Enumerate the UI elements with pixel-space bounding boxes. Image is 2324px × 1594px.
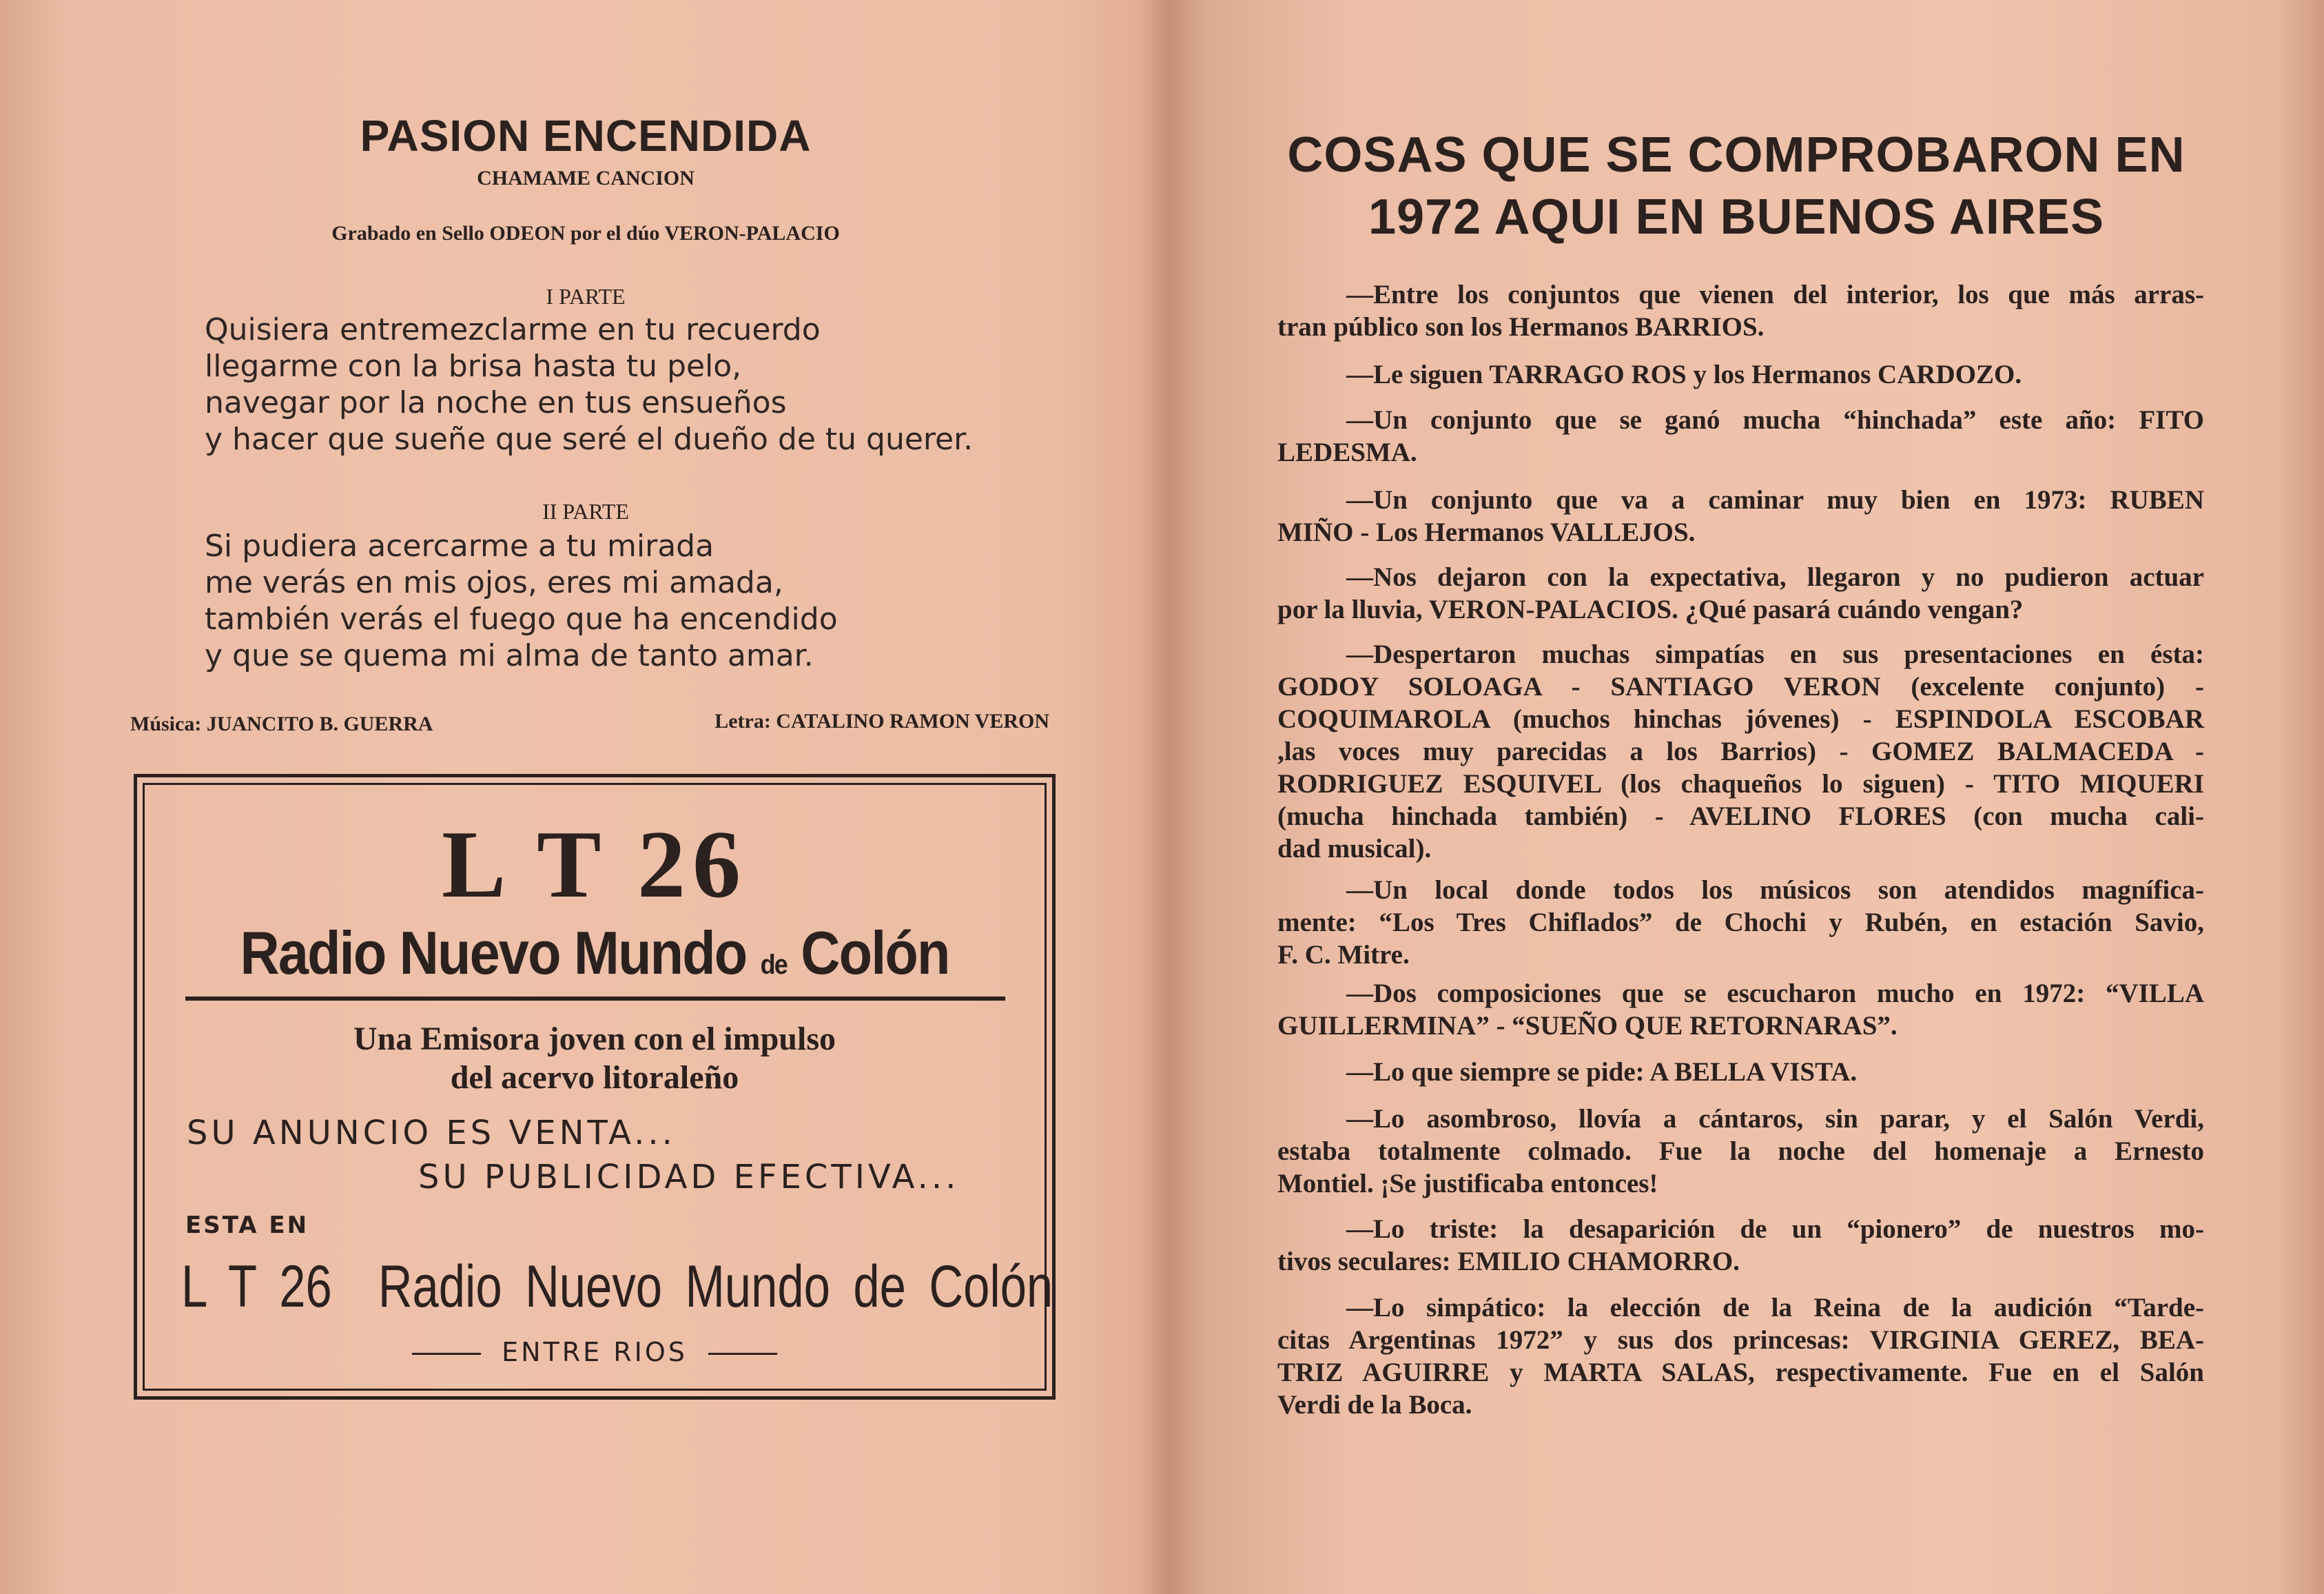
lyric-line: me verás en mis ojos, eres mi amada, [205, 565, 783, 600]
article-paragraph [1277, 874, 2204, 971]
station-name-de: de [760, 950, 788, 980]
paragraph-line: RODRIGUEZ ESQUIVEL (los chaqueños lo siguen) - TITO MIQUERI [1277, 769, 2204, 799]
ad-pitch-1: SU ANUNCIO ES VENTA... [187, 1114, 676, 1152]
part-one-label: I PARTE [546, 284, 626, 309]
ad-footer-station: L T 26 Radio Nuevo Mundo de Colón [181, 1254, 1053, 1320]
paragraph-line: —Un conjunto que se ganó mucha “hinchada” este año: FITO [1346, 405, 2204, 435]
paragraph-line: —Lo simpático: la elección de la Reina de la audición “Tarde- [1346, 1293, 2204, 1322]
rule [708, 1353, 777, 1355]
song-genre: CHAMAME CANCION [477, 167, 695, 190]
title-line: COSAS QUE SE COMPROBARON EN [1287, 127, 2186, 183]
station-name-part: Radio Nuevo Mundo [240, 919, 747, 987]
paragraph-line: GODOY SOLOAGA - SANTIAGO VERON (excelente conjunto) - [1277, 672, 2204, 702]
paragraph-line: citas Argentinas 1972” y sus dos princesas: VIRGINIA GEREZ, BEA- [1277, 1325, 2204, 1355]
article-paragraph [1277, 1103, 2204, 1200]
lyric-line: llegarme con la brisa hasta tu pelo, [205, 349, 742, 384]
paragraph-line: ,las voces muy parecidas a los Barrios) - GOMEZ BALMACEDA - [1277, 737, 2204, 766]
paragraph-line: dad musical). [1277, 834, 1432, 864]
song-title: PASION ENCENDIDA [360, 111, 812, 161]
paragraph-line: F. C. Mitre. [1277, 940, 1410, 970]
article-paragraph [1277, 404, 2204, 469]
paragraph-line: MIÑO - Los Hermanos VALLEJOS. [1277, 518, 1696, 547]
paragraph-line: —Lo asombroso, llovía a cántaros, sin parar, y el Salón Verdi, [1346, 1104, 2204, 1134]
ad-call-sign: L T 26 [442, 811, 748, 918]
ad-station-name [183, 919, 1006, 999]
paragraph-line: tivos seculares: EMILIO CHAMORRO. [1277, 1247, 1740, 1276]
article-paragraph [1277, 561, 2204, 626]
lyric-line: y hacer que sueñe que seré el dueño de tu querer. [205, 422, 974, 457]
music-credit: Música: JUANCITO B. GUERRA [130, 713, 433, 735]
paragraph-line: —Un conjunto que va a caminar muy bien en 1973: RUBEN [1346, 485, 2204, 515]
paragraph-line: LEDESMA. [1277, 438, 1417, 467]
paragraph-line: GUILLERMINA” - “SUEÑO QUE RETORNARAS”. [1277, 1011, 1898, 1041]
paragraph-line: estaba totalmente colmado. Fue la noche del homenaje a Ernesto [1277, 1136, 2204, 1166]
article-paragraph [1277, 977, 2204, 1042]
paragraph-line: por la lluvia, VERON-PALACIOS. ¿Qué pasará cuándo vengan? [1277, 595, 2024, 624]
article-paragraph [1277, 1213, 2204, 1278]
article-paragraph [1277, 358, 2204, 391]
article-paragraph [1277, 1056, 2204, 1088]
paragraph-line: Verdi de la Boca. [1277, 1390, 1472, 1420]
article-paragraph [1277, 1291, 2204, 1421]
paragraph-line: tran público son los Hermanos BARRIOS. [1277, 312, 1765, 342]
paragraph-line: (mucha hinchada también) - AVELINO FLORES (con mucha cali- [1277, 801, 2204, 831]
radio-advertisement [134, 774, 1056, 1400]
tagline-line: del acervo litoraleño [450, 1059, 739, 1096]
lyric-line: Si pudiera acercarme a tu mirada [205, 529, 714, 564]
part-one-lyrics [205, 311, 973, 458]
ad-esta-en: ESTA EN [185, 1212, 309, 1239]
lyric-line: y que se quema mi alma de tanto amar. [205, 638, 814, 673]
station-name-part: Colón [801, 919, 949, 987]
part-two-lyrics [205, 528, 838, 674]
paragraph-line: —Entre los conjuntos que vienen del interior, los que más arras- [1346, 280, 2204, 309]
paragraph-line: —Despertaron muchas simpatías en sus presentaciones en ésta: [1346, 640, 2204, 669]
recording-info: Grabado en Sello ODEON por el dúo VERON-PALACIO [331, 222, 840, 245]
paragraph-line: Montiel. ¡Se justificaba entonces! [1277, 1169, 1658, 1198]
article-paragraph [1277, 278, 2204, 343]
lyric-line: también verás el fuego que ha encendido [205, 602, 838, 637]
article-paragraph [1277, 484, 2204, 549]
ad-divider [185, 997, 1005, 1001]
paragraph-line: —Nos dejaron con la expectativa, llegaron y no pudieron actuar [1346, 562, 2204, 592]
ad-pitch-2: SU PUBLICIDAD EFECTIVA... [418, 1158, 960, 1196]
paragraph-line: COQUIMAROLA (muchos hinchas jóvenes) - ESPINDOLA ESCOBAR [1277, 704, 2204, 734]
lyric-line: navegar por la noche en tus ensueños [205, 385, 787, 420]
ad-province [137, 1337, 1052, 1367]
article-paragraph [1277, 638, 2204, 865]
paragraph-line: —Le siguen TARRAGO ROS y los Hermanos CARDOZO. [1346, 360, 2022, 389]
lyrics-credit: Letra: CATALINO RAMON VERON [714, 710, 1049, 733]
ad-tagline [137, 1020, 1052, 1097]
paragraph-line: —Lo triste: la desaparición de un “pionero” de nuestros mo- [1346, 1214, 2204, 1244]
part-two-label: II PARTE [542, 499, 629, 524]
article-title [1240, 124, 2232, 248]
paragraph-line: TRIZ AGUIRRE y MARTA SALAS, respectivamente. Fue en el Salón [1277, 1358, 2204, 1387]
paragraph-line: mente: “Los Tres Chiflados” de Chochi y Rubén, en estación Savio, [1277, 908, 2204, 937]
lyric-line: Quisiera entremezclarme en tu recuerdo [205, 312, 821, 347]
paragraph-line: —Dos composiciones que se escucharon mucho en 1972: “VILLA [1346, 979, 2204, 1008]
province-text: ENTRE RIOS [502, 1337, 688, 1367]
rule [412, 1353, 481, 1355]
paragraph-line: —Un local donde todos los músicos son atendidos magnífica- [1346, 875, 2204, 905]
tagline-line: Una Emisora joven con el impulso [353, 1021, 836, 1057]
paragraph-line: —Lo que siempre se pide: A BELLA VISTA. [1346, 1057, 1858, 1087]
title-line: 1972 AQUI EN BUENOS AIRES [1368, 190, 2104, 245]
